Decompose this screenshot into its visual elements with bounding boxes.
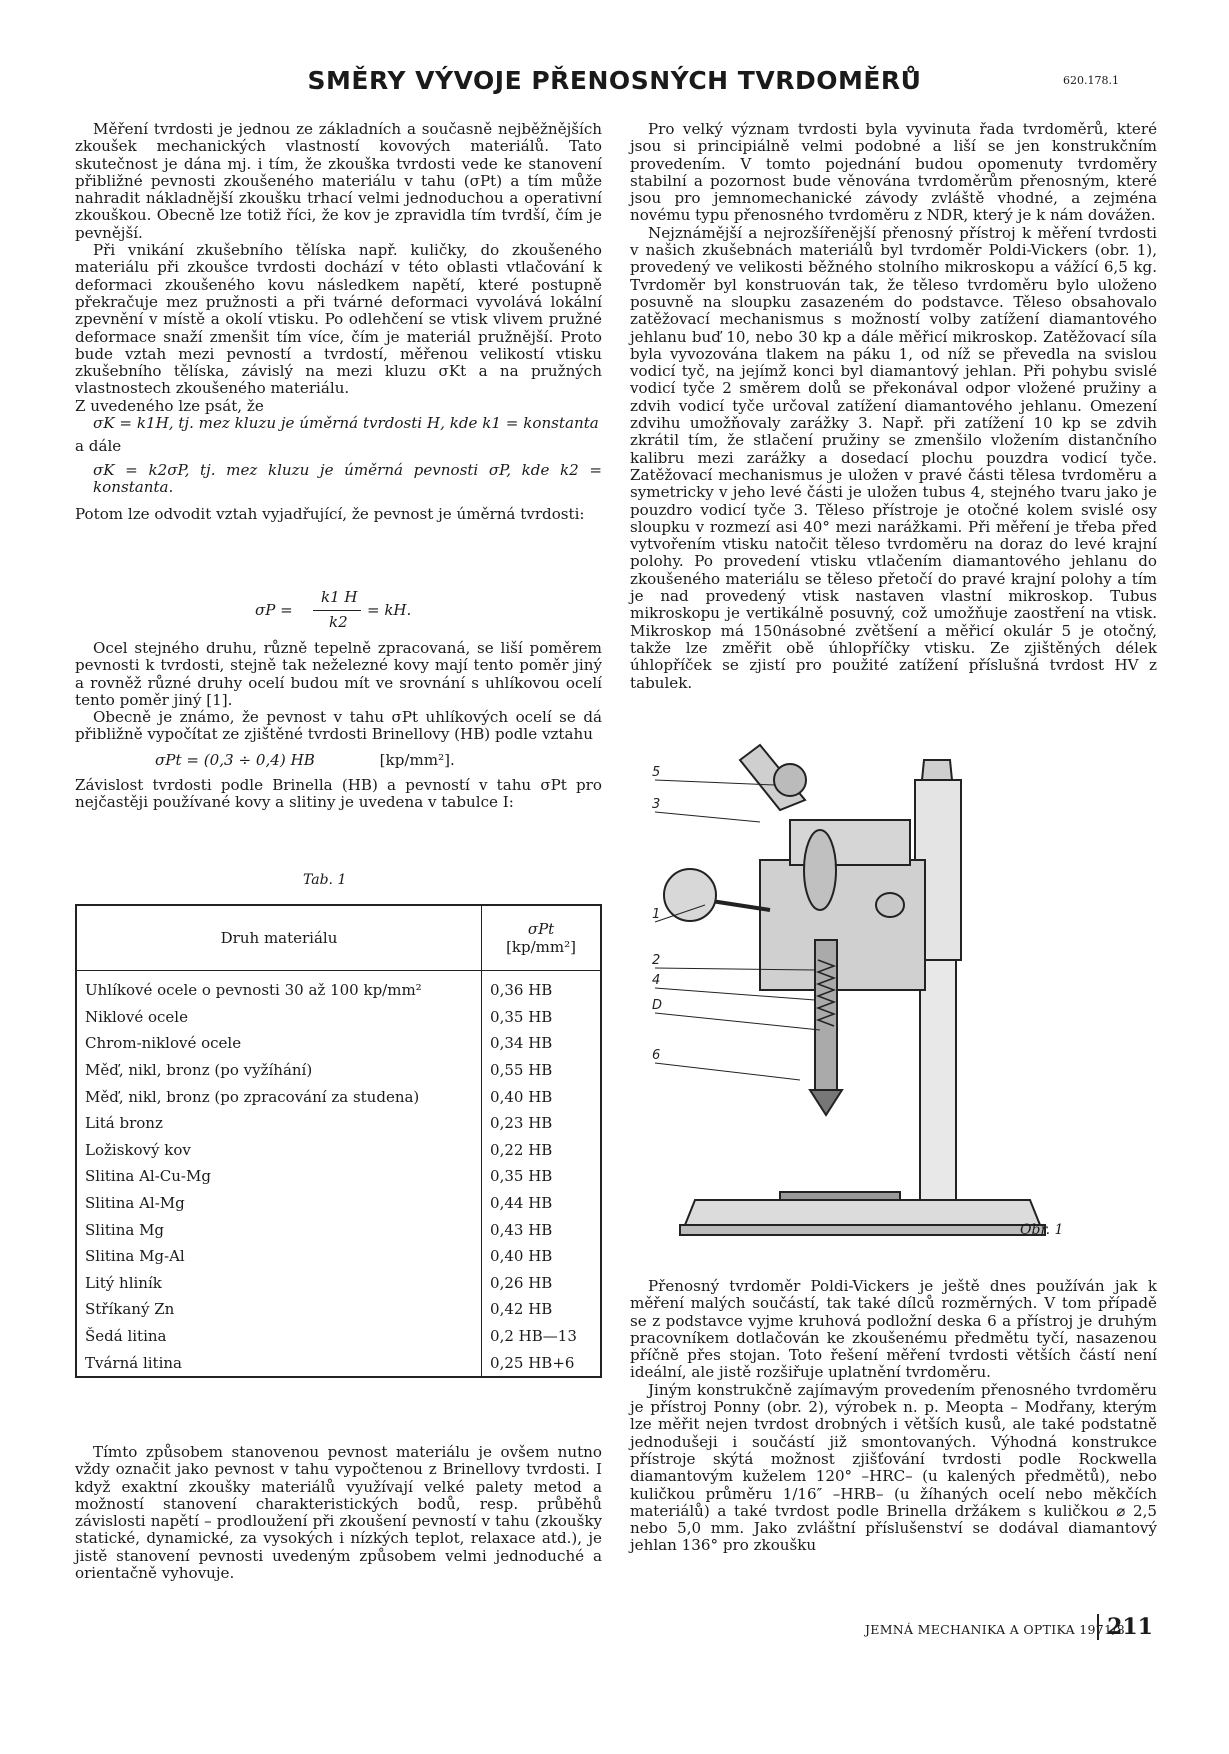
indenter-tip <box>810 1090 842 1115</box>
table-cell-material: Slitina Mg <box>76 1216 482 1243</box>
table-cell-material: Měď, nikl, bronz (po vyžíhání) <box>76 1057 482 1084</box>
table-cell-value: 0,34 HB <box>490 1034 553 1053</box>
table-row <box>76 1004 601 1031</box>
eyepiece-knob <box>774 764 806 796</box>
paragraph: Tímto způsobem stanovenou pevnost materiálu je ovšem nutno vždy označit jako pevnost v tahu vypočtenou z Brinellovy tvrdosti. I když exaktní zkoušky materiálů využívají velké palety metod a možností stanovení charakteristických bodů, resp. průběhů závislosti napětí – prodloužení při zkoušení pevností v tahu (zkoušky statické, dynamické, za vysokých i nízkých teplot, relaxace atd.), je jistě stanovení pevnosti uvedeným způsobem velmi jednoduché a orientačně vyhovuje. <box>75 1443 602 1583</box>
journal-footer: JEMNÁ MECHANIKA A OPTIKA 1971/8 <box>864 1622 1125 1637</box>
paragraph: Jiným konstrukčně zajímavým provedením přenosného tvrdoměru je přístroj Ponny (obr. 2), výrobek n. p. Meopta – Modřany, kterým lze měřit nejen tvrdost drobných i větších kusů, ale také podstatně jednodušeji i součástí již smontovaných. Výhodná konstrukce přístroje skýtá možnost zjišťování tvrdosti podle Rockwella diamantovým kuželem 120° –HRC– (u kalených předmětů), nebo kuličkou průměru 1/16″ –HRB– (u žíhaných ocelí nebo měkčích materiálů) a také tvrdost podle Brinella držákem s kuličkou ⌀ 2,5 nebo 5,0 mm. Jako zvláštní příslušenství se dodával diamantový jehlan 136° pro zkoušku <box>630 1380 1157 1555</box>
table-cell-material: Měď, nikl, bronz (po zpracování za studena) <box>76 1083 482 1110</box>
table-cell-value: 0,40 HB <box>490 1087 553 1106</box>
base-plate <box>680 1225 1045 1235</box>
table-row <box>76 1030 601 1057</box>
table-row <box>76 1110 601 1137</box>
side-knob <box>876 893 904 917</box>
table-cell-material: Tvárná litina <box>76 1349 482 1377</box>
table-row <box>76 1137 601 1164</box>
table-cell-value: 0,44 HB <box>490 1194 553 1213</box>
table-row <box>76 1243 601 1270</box>
table-row <box>76 1163 601 1190</box>
right-column-bottom <box>630 1278 1157 1555</box>
left-column-bottom <box>75 1444 602 1582</box>
page-title: SMĚRY VÝVOJE PŘENOSNÝCH TVRDOMĚRŮ <box>307 66 922 95</box>
header-sigma: σPt <box>527 920 555 938</box>
table-cell-material: Litá bronz <box>76 1110 482 1137</box>
header-unit: [kp/mm²] <box>506 938 576 956</box>
equation: σK = k1H, tj. mez kluzu je úměrná tvrdosti H, kde k1 = konstanta <box>93 414 599 433</box>
table-cell-value: 0,55 HB <box>490 1061 553 1080</box>
eq-lhs: σP = <box>255 601 293 619</box>
figure-caption: Obr. 1 <box>1020 1222 1064 1238</box>
table-row <box>76 1270 601 1297</box>
table-cell-material: Ložiskový kov <box>76 1137 482 1164</box>
table-header-material: Druh materiálu <box>76 905 482 971</box>
table-cell-material: Uhlíkové ocele o pevnosti 30 až 100 kp/mm² <box>76 971 482 1004</box>
label-4: 4 <box>652 973 661 988</box>
table-cell-material: Slitina Al-Cu-Mg <box>76 1163 482 1190</box>
label-1: 1 <box>652 907 661 922</box>
eq-numerator: k1 H <box>321 588 358 606</box>
lever-ball <box>664 869 716 921</box>
table-cell-value: 0,22 HB <box>490 1140 553 1159</box>
paragraph: Měření tvrdosti je jednou ze základních a současně nejběžnějších zkoušek mechanických vlastností kovových materiálů. Tato skutečnost je dána mj. i tím, že zkouška tvrdosti vede ke stanovení přibližné pevnosti zkoušeného materiálu v tahu (σPt) a tím může nahradit nákladnější zkoušku trhací velmi jednoduchou a operativní zkouškou. Obecně lze totiž říci, že kov je zpravidla tím tvrdší, čím je pevnější. <box>75 120 602 242</box>
column <box>920 960 956 1200</box>
udc-code: 620.178.1 <box>1063 74 1119 87</box>
table-cell-value: 0,26 HB <box>490 1273 553 1292</box>
table-row <box>76 1296 601 1323</box>
table-cell-value: 0,25 HB+6 <box>490 1353 575 1372</box>
eq-rhs: = kH. <box>367 601 412 619</box>
table-cell-material: Slitina Al-Mg <box>76 1190 482 1217</box>
label-2: 2 <box>652 953 661 968</box>
table-cell-material: Litý hliník <box>76 1270 482 1297</box>
table-row <box>76 1323 601 1350</box>
paragraph: Nejznámější a nejrozšířenější přenosný přístroj k měření tvrdosti v našich zkušebnách materiálů byl tvrdoměr Poldi-Vickers (obr. 1), provedený ve velikosti běžného stolního mikroskopu a vážící 6,5 kg. Tvrdoměr byl konstruován tak, že těleso tvrdoměru bylo uloženo posuvně na sloupku zasazeném do podstavce. Těleso obsahovalo zatěžovací mechanismus s možností volby zatížení diamantového jehlanu buď 10, nebo 30 kp a dále měřicí mikroskop. Zatěžovací síla byla vyvozována tlakem na páku 1, od níž se převedla na svislou vodicí tyč, na jejímž konci byl diamantový jehlan. Při pohybu svislé vodicí tyče 2 směrem dolů se překonával odpor vložené pružiny a zdvih vodicí tyče určoval zatížení diamantového jehlanu. Omezení zdvihu umožňovaly zarážky 3. Např. při zatížení 10 kp se zdvih zkrátil tím, že stlačení pružiny se zmenšilo vložením distančního kalibru mezi zarážky a dosedací plochu pouzdra vodicí tyče. Zatěžovací mechanismus je uložen v pravé části tělesa tvrdoměru a symetricky v jeho levé části je uložen tubus 4, stejného tvaru jako je pouzdro vodicí tyče 3. Těleso přístroje je otočné kolem svislé osy sloupku v rozmezí asi 40° mezi narážkami. Při měření je třeba před vytvořením vtisku natočit těleso tvrdoměru na doraz do levé krajní polohy. Po provedení vtisku vtlačením diamantového jehlanu do zkoušeného materiálu se těleso přetočí do pravé krajní polohy a tím je nad provedený vtisk nastaven vlastní mikroskop. Tubus mikroskopu je vertikálně posuvný, což umožňuje zaostření na vtisk. Mikroskop má 150násobné zvětšení a měřicí okulár 5 je otočný, takže lze změřit obě úhlopříčky vtisku. Ze zjištěných délek úhlopříček se zjistí pro použité zatížení příslušná tvrdost HV z tabulek. <box>630 223 1157 692</box>
table-row <box>76 1190 601 1217</box>
base <box>685 1200 1040 1225</box>
table-cell-material: Šedá litina <box>76 1323 482 1350</box>
eq-denominator: k2 <box>329 613 348 631</box>
label-3: 3 <box>652 797 661 812</box>
table-cell-material: Stříkaný Zn <box>76 1296 482 1323</box>
paragraph: Z uvedeného lze psát, že <box>75 396 264 415</box>
table-cell-value: 0,40 HB <box>490 1247 553 1266</box>
table-row <box>76 971 601 1004</box>
tester-body <box>760 860 925 990</box>
paragraph: Při vnikání zkušebního tělíska např. kuličky, do zkoušeného materiálu při zkoušce tvrdosti dochází v této oblasti vtlačování k deformaci zkoušeného kovu následkem napětí, které postupně překračuje mez pružnosti a při tvárné deformaci vyvolává lokální zpevnění v místě a okolí vtisku. Po odlehčení se vtisk vlivem pružné deformace snaží zmenšit tím více, čím je materiál pružnější. Proto bude vztah mezi pevností a tvrdostí, měřenou velikostí vtisku zkušebního tělíska, závislý na mezi kluzu σKt a na pružných vlastnostech zkoušeného materiálu. <box>75 241 602 398</box>
table-header-value <box>482 905 601 971</box>
table-row <box>76 1216 601 1243</box>
fraction-equation <box>255 588 455 632</box>
table-cell-value: 0,36 HB <box>490 981 553 1000</box>
page-number: 211 <box>1097 1614 1153 1640</box>
right-column-top <box>630 121 1157 692</box>
equation-main: σPt = (0,3 ÷ 0,4) HB <box>155 750 315 769</box>
table-cell-value: 0,42 HB <box>490 1300 553 1319</box>
tester-illustration <box>652 765 1100 1240</box>
round-plate <box>780 1192 900 1200</box>
label-D: D <box>652 998 663 1013</box>
table-cell-material: Slitina Mg-Al <box>76 1243 482 1270</box>
label-6: 6 <box>652 1048 661 1063</box>
paragraph: Obecně je známo, že pevnost v tahu σPt uhlíkových ocelí se dá přibližně vypočítat ze zjištěné tvrdosti Brinellovy (HB) podle vztahu <box>75 708 602 744</box>
left-column-mid <box>75 640 602 812</box>
table-row <box>76 1057 601 1084</box>
equation <box>75 752 602 769</box>
table-cell-value: 0,2 HB—13 <box>490 1327 577 1346</box>
table-cell-material: Chrom-niklové ocele <box>76 1030 482 1057</box>
table-row <box>76 1349 601 1377</box>
paragraph: a dále <box>75 437 122 456</box>
label-5: 5 <box>652 765 661 780</box>
table-cell-material: Niklové ocele <box>76 1004 482 1031</box>
equation-unit: [kp/mm²]. <box>379 750 455 769</box>
paragraph: Přenosný tvrdoměr Poldi-Vickers je ještě dnes používán jak k měření malých součástí, tak také dílců rozměrných. V tom případě se z podstavce vyjme kruhová podložní deska 6 a přístroj je druhým pracovníkem dotlačován ke zkoušenému předmětu tyčí, nasazenou příčně přes stojan. Toto řešení měření tvrdosti větších částí není ideální, ale jistě rozšiřuje uplatnění tvrdoměru. <box>630 1277 1157 1382</box>
paragraph: Pro velký význam tvrdosti byla vyvinuta řada tvrdoměrů, které jsou si principiálně velmi podobné a liší se jen konstrukčním provedením. V tomto pojednání budou opomenuty tvrdoměry stabilní a pozornost bude věnována tvrdoměrům přenosným, které jsou pro jemnomechanické závody zvláště vhodné, a zejména novému typu přenosného tvrdoměru z NDR, který je k nám dovážen. <box>630 120 1157 225</box>
table-cell-value: 0,23 HB <box>490 1114 553 1133</box>
table-body <box>76 971 601 1377</box>
table-caption: Tab. 1 <box>303 872 347 888</box>
paragraph: Závislost tvrdosti podle Brinella (HB) a pevností v tahu σPt pro nejčastěji používané kovy a slitiny je uvedena v tabulce I: <box>75 776 602 812</box>
column-cap <box>922 760 952 780</box>
table-cell-value: 0,35 HB <box>490 1007 553 1026</box>
paragraph: Potom lze odvodit vztah vyjadřující, že pevnost je úměrná tvrdosti: <box>75 505 585 524</box>
table-cell-value: 0,43 HB <box>490 1220 553 1239</box>
paragraph: Ocel stejného druhu, různě tepelně zpracovaná, se liší poměrem pevnosti k tvrdosti, stejně tak neželezné kovy mají tento poměr jiný a rovněž různé druhy ocelí budou mít ve srovnání s uhlíkovou ocelí tento poměr jiný [1]. <box>75 639 602 709</box>
focus-knob <box>804 830 836 910</box>
material-table <box>75 904 602 1378</box>
fraction-bar <box>313 610 361 611</box>
table-row <box>76 1083 601 1110</box>
table-cell-value: 0,35 HB <box>490 1167 553 1186</box>
left-column-top <box>75 121 602 524</box>
equation: σK = k2σP, tj. mez kluzu je úměrná pevnosti σP, kde k2 = konstanta. <box>93 460 602 496</box>
